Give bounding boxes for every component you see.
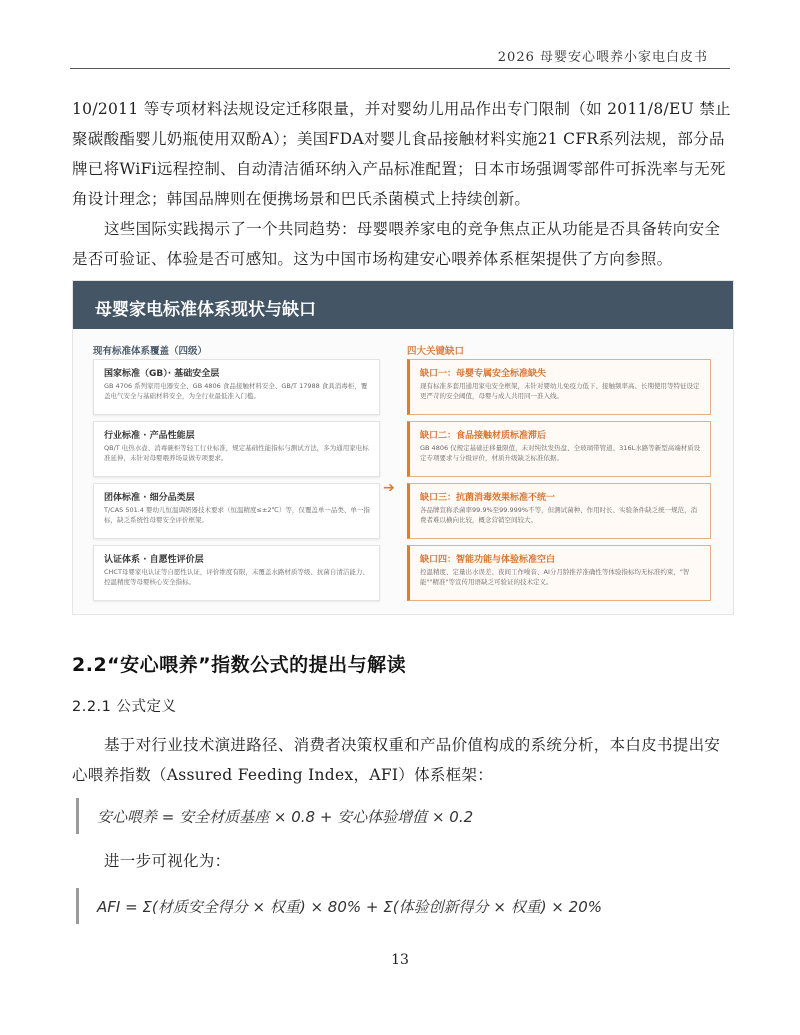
level-title: 团体标准 · 细分品类层 — [104, 493, 195, 503]
gap-card — [407, 421, 711, 477]
header-rule — [70, 68, 730, 69]
levels-heading: 现有标准体系覆盖（四级） — [93, 346, 208, 357]
gap-desc: 现有标准多套用通用家电安全框架，未针对婴幼儿免疫力低下、接触频率高、长期使用等特征设定更严苛的安全阈值，母婴与成人共用同一准入线。 — [420, 382, 700, 400]
formula-block — [76, 888, 729, 924]
gap-card — [407, 545, 711, 601]
figure-title: 母婴家电标准体系现状与缺口 — [95, 300, 316, 320]
level-title: 行业标准 · 产品性能层 — [104, 431, 195, 441]
gap-title: 缺口一：母婴专属安全标准缺失 — [420, 369, 547, 379]
level-card — [93, 545, 380, 601]
body-paragraph-2: 这些国际实践揭示了一个共同趋势：母婴喂养家电的竞争焦点正从功能是否具备转向安全是否可验证、体验是否可感知。这为中国市场构建安心喂养体系框架提供了方向参照。 — [72, 220, 721, 268]
section-heading: 2.2“安心喂养”指数公式的提出与解读 — [72, 654, 407, 676]
level-card — [93, 359, 380, 415]
formula-text: 安心喂养 = 安全材质基座 × 0.8 + 安心体验增值 × 0.2 — [97, 808, 474, 826]
gap-title: 缺口二：食品接触材质标准滞后 — [420, 431, 547, 441]
subsection-heading: 2.2.1 公式定义 — [72, 699, 177, 715]
header-title: 2026 母婴安心喂养小家电白皮书 — [497, 50, 708, 65]
body-paragraph-1: 10/2011 等专项材料法规设定迁移限量，并对婴幼儿用品作出专门限制（如 2011/8/EU 禁止聚碳酸酯婴儿奶瓶使用双酚A）；美国FDA对婴儿食品接触材料实施21 CFR系列法规，部分品牌已将WiFi远程控制、自动清洁循环纳入产品标准配置；日本市场强调零部件可拆洗率与无死角设计理念；韩国品牌则在便携场景和巴氏杀菌模式上持续创新。 — [72, 100, 731, 208]
gap-desc: 各品牌宣称杀菌率99.9%至99.999%不等，但测试菌种、作用时长、实验条件缺乏统一规范，消费者难以横向比较，概念营销空间较大。 — [420, 506, 698, 524]
formula-block — [76, 798, 729, 834]
gaps-heading: 四大关键缺口 — [407, 346, 465, 357]
level-desc: CHCT母婴家电认证等自愿性认证，评价维度有限，未覆盖水路材质等级、抗菌自清洁能力、控温精度等母婴核心安全指标。 — [104, 568, 369, 586]
body-paragraph-4: 进一步可视化为： — [104, 852, 231, 870]
level-desc: GB 4706 系列家用电器安全、GB 4806 食品接触材料安全、GB/T 17988 食具消毒柜，覆盖电气安全与基础材料安全，为全行业最低准入门槛。 — [104, 382, 368, 400]
gap-card — [407, 359, 711, 415]
level-card — [93, 421, 380, 477]
body-paragraph-3: 基于对行业技术演进路径、消费者决策权重和产品价值构成的系统分析，本白皮书提出安心喂养指数（Assured Feeding Index，AFI）体系框架： — [72, 736, 721, 784]
gap-card — [407, 483, 711, 539]
figure-title-bar — [73, 281, 733, 329]
level-desc: QB/T 电热水壶、消毒碗柜等轻工行业标准，规定基础性能指标与测试方法，多为通用家电标准延伸，未针对母婴喂养场景做专项要求。 — [104, 444, 369, 462]
level-card — [93, 483, 380, 539]
page-number: 13 — [391, 952, 409, 968]
gap-title: 缺口三：抗菌消毒效果标准不统一 — [420, 493, 556, 503]
formula-text: AFI = Σ(材质安全得分 × 权重) × 80% + Σ(体验创新得分 × 权重) × 20% — [97, 898, 602, 916]
level-title: 认证体系 · 自愿性评价层 — [104, 555, 204, 565]
level-desc: T/CAS 501.4 婴幼儿恒温调奶器技术要求（恒温精度≤±2℃）等，仅覆盖单一品类、单一指标，缺乏系统性母婴安全评价框架。 — [104, 506, 370, 524]
level-title: 国家标准（GB）· 基础安全层 — [104, 369, 220, 379]
standards-figure — [72, 280, 734, 615]
gap-desc: GB 4806 仅规定基础迁移量限值，未对纯钛发热盘、全玻璃带管道、316L水路等新型高端材质设定专项要求与分级评价，材质升级缺乏标准依据。 — [420, 444, 701, 462]
page-header — [0, 0, 800, 70]
arrow-right-icon: ➔ — [383, 480, 395, 496]
gap-desc: 控温精度、定量出水误差、夜间工作噪音、AI分月龄推荐准确性等体验指标均无标准约束，"智能""精准"等宣传用语缺乏可验证的技术定义。 — [420, 568, 690, 586]
gap-title: 缺口四：智能功能与体验标准空白 — [420, 555, 556, 565]
